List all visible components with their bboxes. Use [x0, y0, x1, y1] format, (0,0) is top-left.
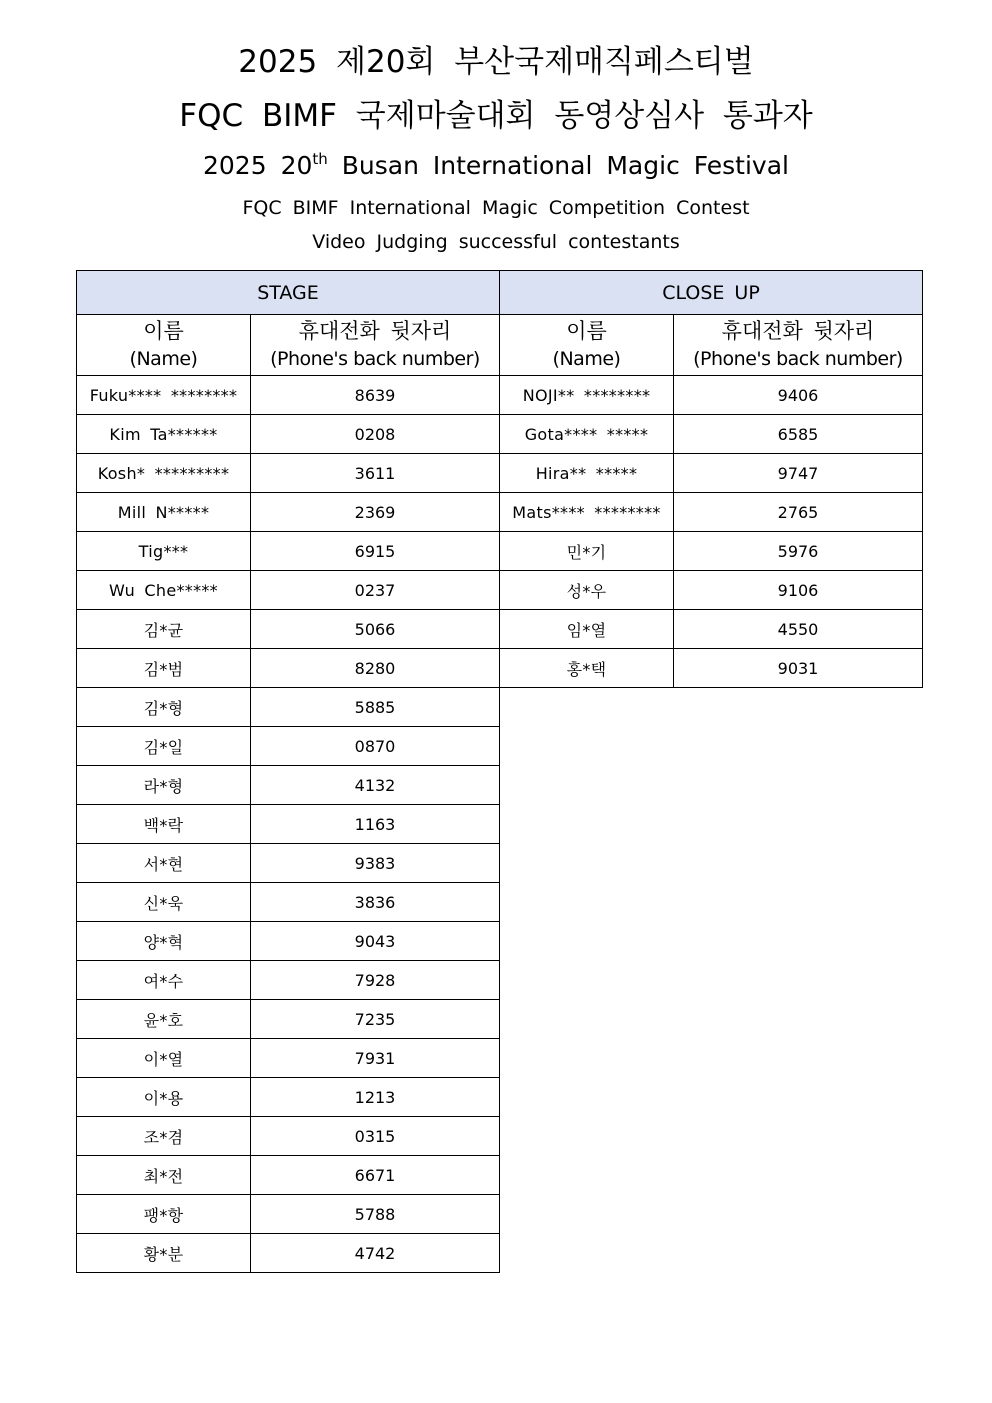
empty-cell [674, 1000, 923, 1039]
stage-contestant-name: 서*현 [77, 844, 251, 883]
stage-contestant-name: 김*균 [77, 610, 251, 649]
name-header-english: (Name) [552, 348, 621, 370]
name-header-korean: 이름 [143, 319, 184, 343]
table-row [77, 766, 923, 805]
empty-cell [674, 1078, 923, 1117]
empty-cell [674, 1117, 923, 1156]
empty-cell [674, 1039, 923, 1078]
phone-header-english: (Phone's back number) [270, 348, 480, 370]
title-korean-competition: FQC BIMF 국제마술대회 동영상심사 통과자 [179, 98, 813, 134]
stage-contestant-name: Fuku**** ******** [77, 376, 251, 415]
closeup-section-header: CLOSE UP [500, 271, 923, 315]
table-row [77, 1000, 923, 1039]
stage-contestant-phone: 5788 [251, 1195, 500, 1234]
empty-cell [500, 844, 674, 883]
empty-cell [674, 844, 923, 883]
empty-cell [500, 1234, 674, 1273]
stage-contestant-phone: 8280 [251, 649, 500, 688]
empty-cell [674, 922, 923, 961]
stage-contestant-name: 양*혁 [77, 922, 251, 961]
table-row [77, 961, 923, 1000]
stage-contestant-phone: 8639 [251, 376, 500, 415]
empty-cell [674, 1234, 923, 1273]
empty-cell [500, 688, 674, 727]
empty-cell [500, 805, 674, 844]
phone-header-korean: 휴대전화 뒷자리 [721, 319, 875, 343]
empty-cell [674, 1195, 923, 1234]
table-row [77, 1234, 923, 1273]
stage-contestant-name: Mill N***** [77, 493, 251, 532]
stage-name-header [77, 315, 251, 376]
title-korean-festival: 2025 제20회 부산국제매직페스티벌 [238, 44, 754, 80]
table-row [77, 649, 923, 688]
stage-contestant-name: Kosh* ********* [77, 454, 251, 493]
title-english-competition: FQC BIMF International Magic Competition Contest [242, 197, 750, 219]
table-row [77, 805, 923, 844]
closeup-contestant-phone: 9106 [674, 571, 923, 610]
closeup-contestant-name: Mats**** ******** [500, 493, 674, 532]
stage-contestant-phone: 3611 [251, 454, 500, 493]
column-header-row [77, 315, 923, 376]
table-row [77, 1117, 923, 1156]
stage-contestant-phone: 7928 [251, 961, 500, 1000]
contestant-rows [77, 376, 923, 1273]
empty-cell [500, 883, 674, 922]
closeup-contestant-phone: 9406 [674, 376, 923, 415]
stage-contestant-name: 김*형 [77, 688, 251, 727]
stage-contestant-name: 조*겸 [77, 1117, 251, 1156]
empty-cell [500, 1156, 674, 1195]
closeup-contestant-phone: 4550 [674, 610, 923, 649]
table-row [77, 610, 923, 649]
stage-contestant-name: 백*락 [77, 805, 251, 844]
stage-contestant-name: 이*열 [77, 1039, 251, 1078]
stage-contestant-phone: 3836 [251, 883, 500, 922]
stage-contestant-name: 김*일 [77, 727, 251, 766]
stage-contestant-phone: 9043 [251, 922, 500, 961]
closeup-contestant-phone: 2765 [674, 493, 923, 532]
empty-cell [674, 883, 923, 922]
stage-contestant-phone: 6915 [251, 532, 500, 571]
closeup-contestant-phone: 9031 [674, 649, 923, 688]
title-english-festival-year: 2025 20 [203, 151, 313, 180]
table-row [77, 1039, 923, 1078]
empty-cell [500, 922, 674, 961]
title-english-subtitle: Video Judging successful contestants [312, 231, 680, 253]
closeup-contestant-phone: 6585 [674, 415, 923, 454]
closeup-contestant-name: 홍*택 [500, 649, 674, 688]
stage-contestant-name: 최*전 [77, 1156, 251, 1195]
closeup-contestant-name: Hira** ***** [500, 454, 674, 493]
closeup-contestant-phone: 5976 [674, 532, 923, 571]
stage-contestant-name: 김*범 [77, 649, 251, 688]
stage-contestant-phone: 7235 [251, 1000, 500, 1039]
stage-contestant-name: Kim Ta****** [77, 415, 251, 454]
table-row [77, 1078, 923, 1117]
stage-contestant-phone: 1213 [251, 1078, 500, 1117]
stage-contestant-name: 여*수 [77, 961, 251, 1000]
stage-contestant-name: Wu Che***** [77, 571, 251, 610]
empty-cell [674, 727, 923, 766]
stage-contestant-name: 황*분 [77, 1234, 251, 1273]
empty-cell [674, 1156, 923, 1195]
closeup-contestant-name: NOJI** ******** [500, 376, 674, 415]
closeup-contestant-name: 성*우 [500, 571, 674, 610]
title-english-festival [0, 148, 992, 184]
title-english-festival-name: Busan International Magic Festival [327, 151, 789, 180]
stage-section-header: STAGE [77, 271, 500, 315]
section-header-row [77, 271, 923, 315]
stage-contestant-name: 윤*호 [77, 1000, 251, 1039]
closeup-contestant-name: 임*열 [500, 610, 674, 649]
phone-header-english: (Phone's back number) [693, 348, 903, 370]
table-row [77, 571, 923, 610]
empty-cell [674, 805, 923, 844]
stage-phone-header [251, 315, 500, 376]
table-row [77, 376, 923, 415]
stage-contestant-name: 팽*항 [77, 1195, 251, 1234]
empty-cell [674, 766, 923, 805]
table-row [77, 415, 923, 454]
empty-cell [674, 961, 923, 1000]
table-row [77, 727, 923, 766]
stage-contestant-phone: 4132 [251, 766, 500, 805]
phone-header-korean: 휴대전화 뒷자리 [298, 319, 452, 343]
table-row [77, 1195, 923, 1234]
ordinal-suffix: th [312, 150, 328, 168]
stage-contestant-phone: 1163 [251, 805, 500, 844]
stage-contestant-phone: 4742 [251, 1234, 500, 1273]
table-row [77, 922, 923, 961]
stage-contestant-name: 신*욱 [77, 883, 251, 922]
table-row [77, 883, 923, 922]
stage-contestant-name: Tig*** [77, 532, 251, 571]
empty-cell [500, 766, 674, 805]
stage-contestant-phone: 7931 [251, 1039, 500, 1078]
stage-contestant-phone: 5885 [251, 688, 500, 727]
stage-contestant-phone: 0208 [251, 415, 500, 454]
empty-cell [500, 1117, 674, 1156]
stage-contestant-phone: 0237 [251, 571, 500, 610]
empty-cell [674, 688, 923, 727]
name-header-korean: 이름 [566, 319, 607, 343]
empty-cell [500, 961, 674, 1000]
empty-cell [500, 1078, 674, 1117]
table-row [77, 688, 923, 727]
table-row [77, 1156, 923, 1195]
closeup-name-header [500, 315, 674, 376]
empty-cell [500, 1000, 674, 1039]
stage-contestant-phone: 0870 [251, 727, 500, 766]
contestants-table [76, 270, 923, 1273]
stage-contestant-phone: 5066 [251, 610, 500, 649]
closeup-phone-header [674, 315, 923, 376]
empty-cell [500, 1039, 674, 1078]
closeup-contestant-name: Gota**** ***** [500, 415, 674, 454]
stage-contestant-name: 라*형 [77, 766, 251, 805]
closeup-contestant-phone: 9747 [674, 454, 923, 493]
closeup-contestant-name: 민*기 [500, 532, 674, 571]
table-row [77, 493, 923, 532]
table-row [77, 844, 923, 883]
name-header-english: (Name) [129, 348, 198, 370]
empty-cell [500, 727, 674, 766]
table-row [77, 454, 923, 493]
stage-contestant-phone: 2369 [251, 493, 500, 532]
stage-contestant-phone: 9383 [251, 844, 500, 883]
table-row [77, 532, 923, 571]
stage-contestant-phone: 6671 [251, 1156, 500, 1195]
stage-contestant-name: 이*용 [77, 1078, 251, 1117]
stage-contestant-phone: 0315 [251, 1117, 500, 1156]
empty-cell [500, 1195, 674, 1234]
